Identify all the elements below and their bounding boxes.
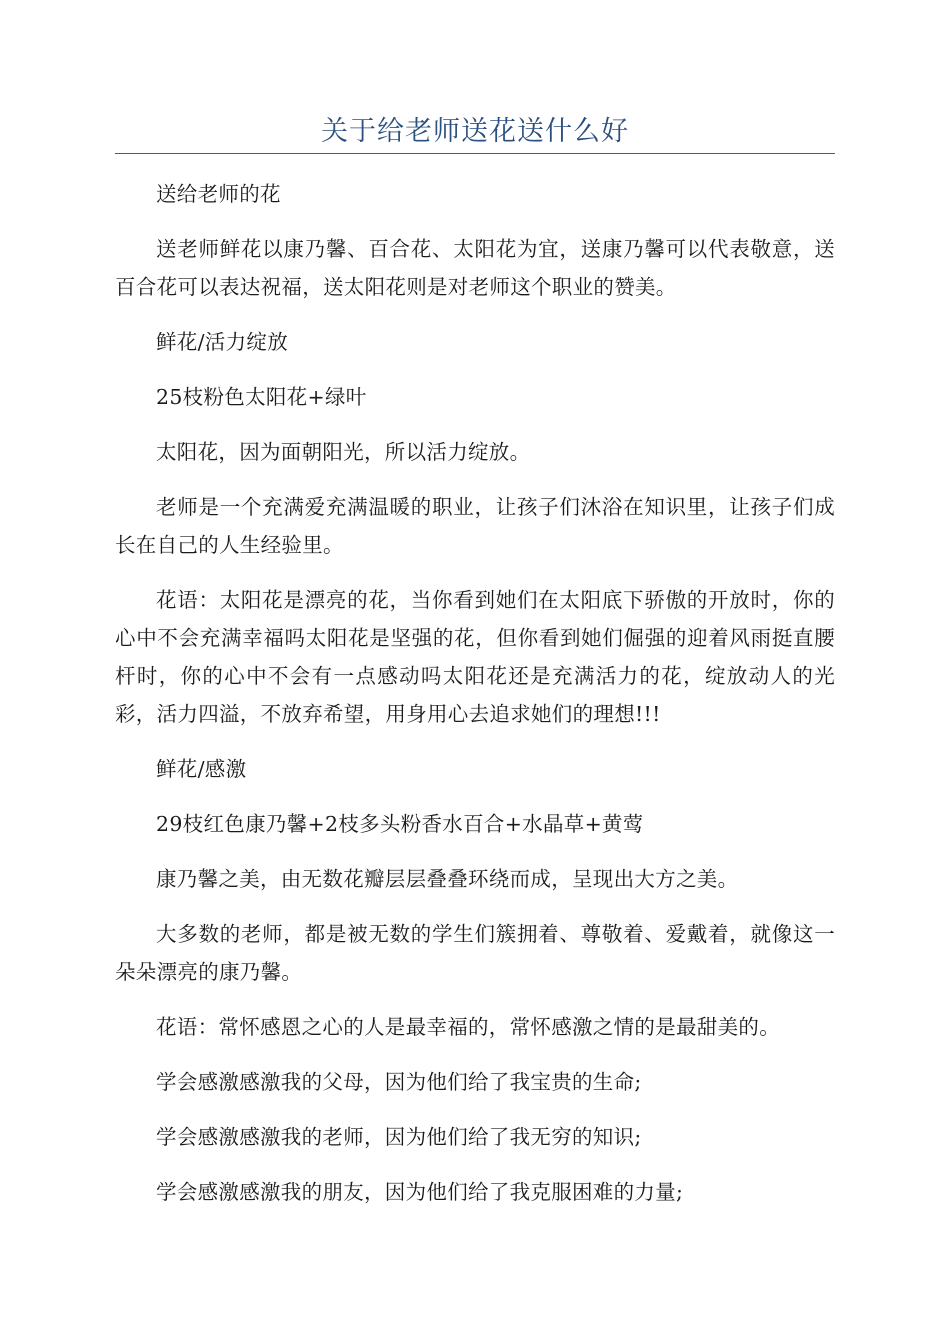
- paragraph: 花语：常怀感恩之心的人是最幸福的，常怀感激之情的是最甜美的。: [156, 1015, 780, 1039]
- paragraph: 学会感激感激我的父母，因为他们给了我宝贵的生命;: [156, 1070, 642, 1094]
- document-title: 关于给老师送花送什么好: [321, 116, 629, 147]
- paragraph: 送老师鲜花以康乃馨、百合花、太阳花为宜，送康乃馨可以代表敬意，送百合花可以表达祝福，送太阳花则是对老师这个职业的赞美。: [115, 237, 835, 299]
- paragraph: 学会感激感激我的朋友，因为他们给了我克服困难的力量;: [156, 1180, 684, 1204]
- title-underline: [115, 153, 835, 154]
- document-body: [115, 175, 835, 1228]
- paragraph: 花语：太阳花是漂亮的花，当你看到她们在太阳底下骄傲的开放时，你的心中不会充满幸福吗太阳花是坚强的花，但你看到她们倔强的迎着风雨挺直腰杆时，你的心中不会有一点感动吗太阳花还是充满活力的花，绽放动人的光彩，活力四溢，不放弃希望，用身用心去追求她们的理想!!!: [115, 588, 835, 726]
- paragraph-subheading: 鲜花/感激: [156, 757, 247, 781]
- paragraph: 29枝红色康乃馨+2枝多头粉香水百合+水晶草+黄莺: [156, 812, 644, 836]
- paragraph: 学会感激感激我的老师，因为他们给了我无穷的知识;: [156, 1125, 642, 1149]
- paragraph: 大多数的老师，都是被无数的学生们簇拥着、尊敬着、爱戴着，就像这一朵朵漂亮的康乃馨。: [115, 922, 835, 984]
- paragraph: 老师是一个充满爱充满温暖的职业，让孩子们沐浴在知识里，让孩子们成长在自己的人生经验里。: [115, 495, 835, 557]
- paragraph: 25枝粉色太阳花+绿叶: [156, 385, 367, 409]
- paragraph: 太阳花，因为面朝阳光，所以活力绽放。: [156, 440, 531, 464]
- paragraph-section-heading: 送给老师的花: [156, 182, 281, 206]
- paragraph-subheading: 鲜花/活力绽放: [156, 330, 289, 354]
- paragraph: 康乃馨之美，由无数花瓣层层叠叠环绕而成，呈现出大方之美。: [156, 867, 739, 891]
